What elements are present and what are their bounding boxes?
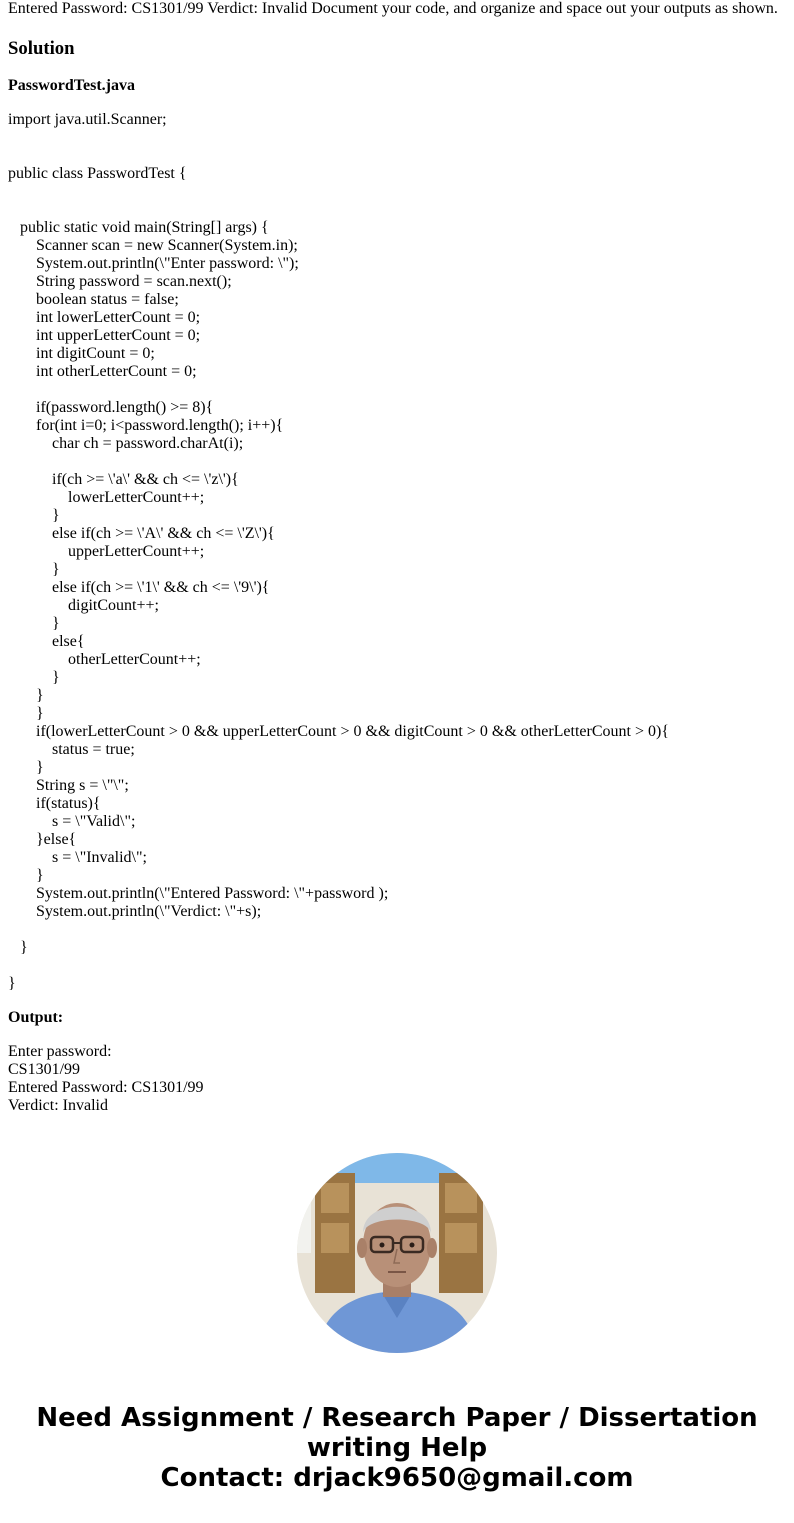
code-line: digitCount++; <box>8 597 159 614</box>
output-line: Entered Password: CS1301/99 <box>8 1079 204 1096</box>
code-line <box>8 129 794 147</box>
code-line <box>8 147 794 165</box>
output-block <box>8 1043 794 1115</box>
intro-text: Entered Password: CS1301/99 Verdict: Invalid Document your code, and organize and space out your outputs as shown. <box>8 0 778 17</box>
author-avatar <box>297 1153 497 1353</box>
avatar-photo <box>297 1153 497 1353</box>
code-line: } <box>8 759 44 776</box>
contact-banner <box>0 1403 794 1493</box>
output-heading: Output: <box>8 1009 64 1026</box>
code-line: upperLetterCount++; <box>8 543 205 560</box>
code-line: System.out.println(\"Enter password: \"); <box>8 255 299 272</box>
code-line: String s = \"\"; <box>8 777 129 794</box>
output-line: CS1301/99 <box>8 1061 81 1078</box>
code-line: if(status){ <box>8 795 101 812</box>
banner-line-1: Need Assignment / Research Paper / Dissertation <box>36 1403 758 1433</box>
code-line: } <box>8 975 16 992</box>
code-line: } <box>8 939 28 956</box>
code-line: else{ <box>8 633 85 650</box>
output-line: Verdict: Invalid <box>8 1097 108 1114</box>
document-page <box>8 0 794 1115</box>
code-line: public class PasswordTest { <box>8 165 187 182</box>
code-line: Scanner scan = new Scanner(System.in); <box>8 237 298 254</box>
output-line: Enter password: <box>8 1043 112 1060</box>
code-line <box>8 453 794 471</box>
code-line <box>8 921 794 939</box>
code-line: int upperLetterCount = 0; <box>8 327 201 344</box>
code-line: } <box>8 867 44 884</box>
code-line <box>8 381 794 399</box>
code-line: int lowerLetterCount = 0; <box>8 309 201 326</box>
code-line: if(ch >= \'a\' && ch <= \'z\'){ <box>8 471 239 488</box>
code-line: } <box>8 507 60 524</box>
code-line <box>8 201 794 219</box>
code-line: } <box>8 561 60 578</box>
code-line <box>8 183 794 201</box>
code-line: boolean status = false; <box>8 291 179 308</box>
banner-line-2: writing Help <box>306 1433 488 1463</box>
code-line: System.out.println(\"Verdict: \"+s); <box>8 903 262 920</box>
code-line: } <box>8 669 60 686</box>
banner-line-3: Contact: drjack9650@gmail.com <box>160 1463 634 1493</box>
code-line: public static void main(String[] args) { <box>8 219 269 236</box>
code-line: int digitCount = 0; <box>8 345 155 362</box>
code-line: }else{ <box>8 831 77 848</box>
code-line: if(password.length() >= 8){ <box>8 399 214 416</box>
code-line: char ch = password.charAt(i); <box>8 435 244 452</box>
code-line: import java.util.Scanner; <box>8 111 167 128</box>
code-line: } <box>8 705 44 722</box>
code-line: else if(ch >= \'A\' && ch <= \'Z\'){ <box>8 525 275 542</box>
code-line: } <box>8 615 60 632</box>
code-block <box>8 111 794 993</box>
code-line: status = true; <box>8 741 135 758</box>
code-line: s = \"Valid\"; <box>8 813 136 830</box>
code-line: String password = scan.next(); <box>8 273 232 290</box>
code-line: if(lowerLetterCount > 0 && upperLetterCount > 0 && digitCount > 0 && otherLetterCount > 0){ <box>8 723 669 740</box>
code-line <box>8 957 794 975</box>
code-line: int otherLetterCount = 0; <box>8 363 197 380</box>
code-line: s = \"Invalid\"; <box>8 849 147 866</box>
solution-heading: Solution <box>8 38 75 59</box>
code-line: for(int i=0; i<password.length(); i++){ <box>8 417 284 434</box>
file-name-heading: PasswordTest.java <box>8 77 135 94</box>
code-line: lowerLetterCount++; <box>8 489 205 506</box>
code-line: else if(ch >= \'1\' && ch <= \'9\'){ <box>8 579 270 596</box>
code-line: System.out.println(\"Entered Password: \"+password ); <box>8 885 389 902</box>
code-line: } <box>8 687 44 704</box>
code-line: otherLetterCount++; <box>8 651 201 668</box>
